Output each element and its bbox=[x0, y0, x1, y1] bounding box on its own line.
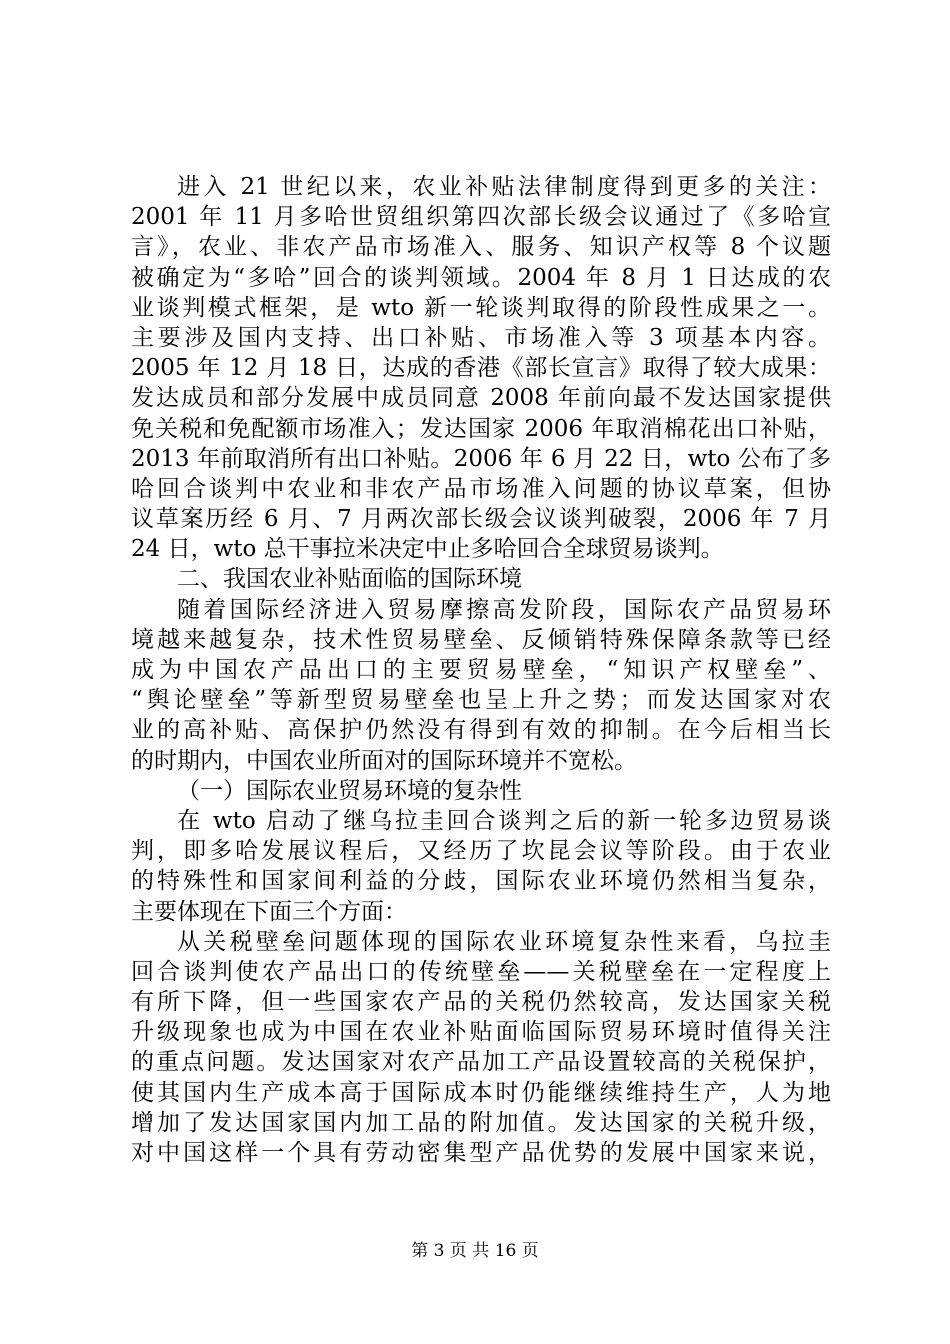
text-line: 2005 年 12 月 18 日，达成的香港《部长宣言》取得了较大成果： bbox=[131, 355, 831, 382]
text-line: 有所下降，但一些国家农产品的关税仍然较高，发达国家关税 bbox=[131, 989, 831, 1016]
text-line: 24 日，wto 总干事拉米决定中止多哈回合全球贸易谈判。 bbox=[131, 536, 724, 563]
text-line: 主要涉及国内支持、出口补贴、市场准入等 3 项基本内容。 bbox=[131, 324, 831, 351]
text-line: 议草案历经 6 月、7 月两次部长级会议谈判破裂，2006 年 7 月 bbox=[131, 506, 831, 533]
text-line: 对中国这样一个具有劳动密集型产品优势的发展中国家来说， bbox=[131, 1140, 831, 1166]
text-line: 的重点问题。发达国家对农产品加工产品设置较高的关税保护， bbox=[131, 1049, 831, 1076]
text-line: 境越来越复杂，技术性贸易壁垒、反倾销特殊保障条款等已经 bbox=[131, 626, 831, 653]
text-line: 发达成员和部分发展中成员同意 2008 年前向最不发达国家提供 bbox=[131, 385, 831, 412]
text-line: 升级现象也成为中国在农业补贴面临国际贸易环境时值得关注 bbox=[131, 1019, 831, 1046]
text-line: 增加了发达国家国内加工品的附加值。发达国家的关税升级， bbox=[131, 1109, 831, 1136]
section-heading: 二、我国农业补贴面临的国际环境 bbox=[177, 566, 522, 593]
text-line: 2001 年 11 月多哈世贸组织第四次部长级会议通过了《多哈宣 bbox=[131, 204, 831, 231]
text-line: 使其国内生产成本高于国际成本时仍能继续维持生产，人为地 bbox=[131, 1079, 831, 1106]
text-line: 主要体现在下面三个方面： bbox=[131, 898, 407, 925]
text-line: 成为中国农产品出口的主要贸易壁垒，“知识产权壁垒”、 bbox=[131, 657, 831, 683]
text-line: 哈回合谈判中农业和非农产品市场准入问题的协议草案，但协 bbox=[131, 475, 831, 502]
text-line: 随着国际经济进入贸易摩擦高发阶段，国际农产品贸易环 bbox=[177, 596, 831, 623]
text-line: 的特殊性和国家间利益的分歧，国际农业环境仍然相当复杂， bbox=[131, 868, 831, 895]
text-line: 的时期内，中国农业所面对的国际环境并不宽松。 bbox=[131, 747, 637, 774]
text-line: 业的高补贴、高保护仍然没有得到有效的抑制。在今后相当长 bbox=[131, 717, 831, 744]
text-line: 进入 21 世纪以来，农业补贴法律制度得到更多的关注： bbox=[177, 174, 831, 200]
text-line: “舆论壁垒”等新型贸易壁垒也呈上升之势；而发达国家对农 bbox=[131, 687, 831, 714]
text-line: 判，即多哈发展议程后，又经历了坎昆会议等阶段。由于农业 bbox=[131, 838, 831, 865]
section-heading: （一）国际农业贸易环境的复杂性 bbox=[177, 777, 522, 804]
text-line: 业谈判模式框架，是 wto 新一轮谈判取得的阶段性成果之一。 bbox=[131, 294, 831, 321]
text-line: 在 wto 启动了继乌拉圭回合谈判之后的新一轮多边贸易谈 bbox=[177, 807, 831, 834]
text-line: 2013 年前取消所有出口补贴。2006 年 6 月 22 日，wto 公布了多 bbox=[131, 445, 831, 472]
page-footer: 第 3 页 共 16 页 bbox=[411, 1241, 539, 1261]
text-line: 回合谈判使农产品出口的传统壁垒——关税壁垒在一定程度上 bbox=[131, 958, 831, 985]
document-body bbox=[131, 172, 831, 1168]
text-line: 被确定为“多哈”回合的谈判领域。2004 年 8 月 1 日达成的农 bbox=[131, 264, 831, 291]
text-line: 言》，农业、非农产品市场准入、服务、知识产权等 8 个议题 bbox=[131, 234, 831, 261]
text-line: 免关税和免配额市场准入；发达国家 2006 年取消棉花出口补贴， bbox=[131, 415, 831, 442]
text-line: 从关税壁垒问题体现的国际农业环境复杂性来看，乌拉圭 bbox=[177, 928, 831, 955]
